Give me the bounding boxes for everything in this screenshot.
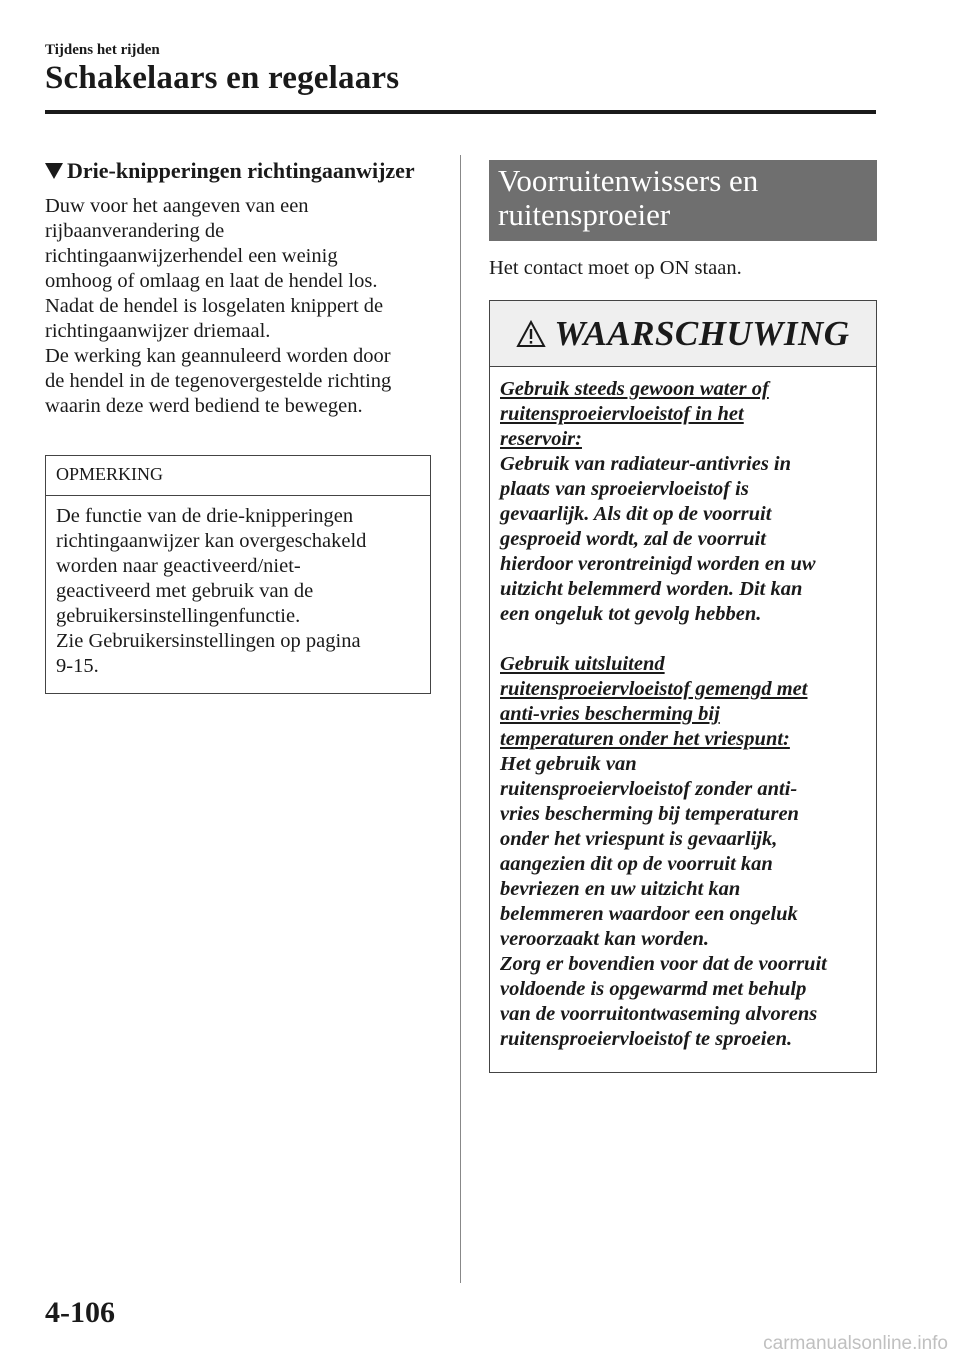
warning-line: Het gebruik van [500,753,637,775]
warning-line: ruitensproeiervloeistof in het [500,403,744,425]
paragraph-line: richtingaanwijzerhendel een weinig [45,245,338,267]
warning-line: voldoende is opgewarmd met behulp [500,978,807,1000]
paragraph-line: de hendel in de tegenovergestelde richting [45,370,392,392]
right-column [489,160,877,1073]
subheading [45,158,435,184]
header-rule [45,110,876,114]
page-number: 4-106 [45,1296,115,1329]
warning-line: onder het vriespunt is gevaarlijk, [500,828,778,850]
warning-triangle-icon [516,320,546,348]
warning-line: ruitensproeiervloeistof zonder anti- [500,778,798,800]
note-box [45,455,431,694]
warning-box [489,300,877,1073]
note-title: OPMERKING [46,456,430,496]
paragraph-line: waarin deze werd bediend te bewegen. [45,395,363,417]
subheading-text: Drie-knipperingen richtingaanwijzer [67,158,415,183]
triangle-bullet-icon [45,163,63,179]
warning-line: uitzicht belemmerd worden. Dit kan [500,578,803,600]
column-divider [460,155,461,1283]
note-line: Zie Gebruikersinstellingen op pagina [56,630,361,652]
note-line: 9-15. [56,655,99,677]
section-banner [489,160,877,241]
warning-line: ruitensproeiervloeistof te sproeien. [500,1028,793,1050]
paragraph-gap [500,627,866,652]
paragraph-line: richtingaanwijzer driemaal. [45,320,271,342]
warning-line: ruitensproeiervloeistof gemengd met [500,678,808,700]
warning-line: reservoir: [500,428,582,450]
warning-header [490,301,876,367]
note-line: geactiveerd met gebruik van de [56,580,314,602]
warning-line: aangezien dit op de voorruit kan [500,853,773,875]
warning-line: van de voorruitontwaseming alvorens [500,1003,818,1025]
paragraph-line: Nadat de hendel is losgelaten knippert de [45,295,384,317]
header-section-label: Tijdens het rijden [45,42,160,58]
warning-title: WAARSCHUWING [554,313,850,353]
page-title: Schakelaars en regelaars [45,60,400,96]
warning-line: hierdoor verontreinigd worden en uw [500,553,816,575]
warning-line: veroorzaakt kan worden. [500,928,710,950]
left-column [45,158,435,694]
warning-line: vries bescherming bij temperaturen [500,803,799,825]
note-line: gebruikersinstellingenfunctie. [56,605,301,627]
note-line: richtingaanwijzer kan overgeschakeld [56,530,367,552]
warning-line: bevriezen en uw uitzicht kan [500,878,741,900]
paragraph-line: Duw voor het aangeven van een [45,195,309,217]
warning-line: anti-vries bescherming bij [500,703,720,725]
warning-line: Gebruik van radiateur-antivries in [500,453,792,475]
warning-line: gesproeid wordt, zal de voorruit [500,528,766,550]
warning-line: Gebruik uitsluitend [500,653,665,675]
warning-body [490,367,876,1072]
warning-line: Gebruik steeds gewoon water of [500,378,769,400]
paragraph-line: rijbaanverandering de [45,220,225,242]
paragraph [45,194,435,419]
warning-line: plaats van sproeiervloeistof is [500,478,749,500]
warning-line: belemmeren waardoor een ongeluk [500,903,798,925]
note-line: De functie van de drie-knipperingen [56,505,354,527]
banner-line: ruitensproeier [498,197,671,232]
paragraph-line: omhoog of omlaag en laat de hendel los. [45,270,378,292]
intro-text: Het contact moet op ON staan. [489,257,742,279]
note-line: worden naar geactiveerd/niet- [56,555,301,577]
note-body [46,496,430,693]
warning-line: gevaarlijk. Als dit op de voorruit [500,503,772,525]
warning-line: een ongeluk tot gevolg hebben. [500,603,762,625]
warning-line: Zorg er bovendien voor dat de voorruit [500,953,827,975]
banner-line: Voorruitenwissers en [498,163,759,198]
warning-line: temperaturen onder het vriespunt: [500,728,790,750]
paragraph-line: De werking kan geannuleerd worden door [45,345,391,367]
watermark-link[interactable]: carmanualsonline.info [763,1333,948,1354]
